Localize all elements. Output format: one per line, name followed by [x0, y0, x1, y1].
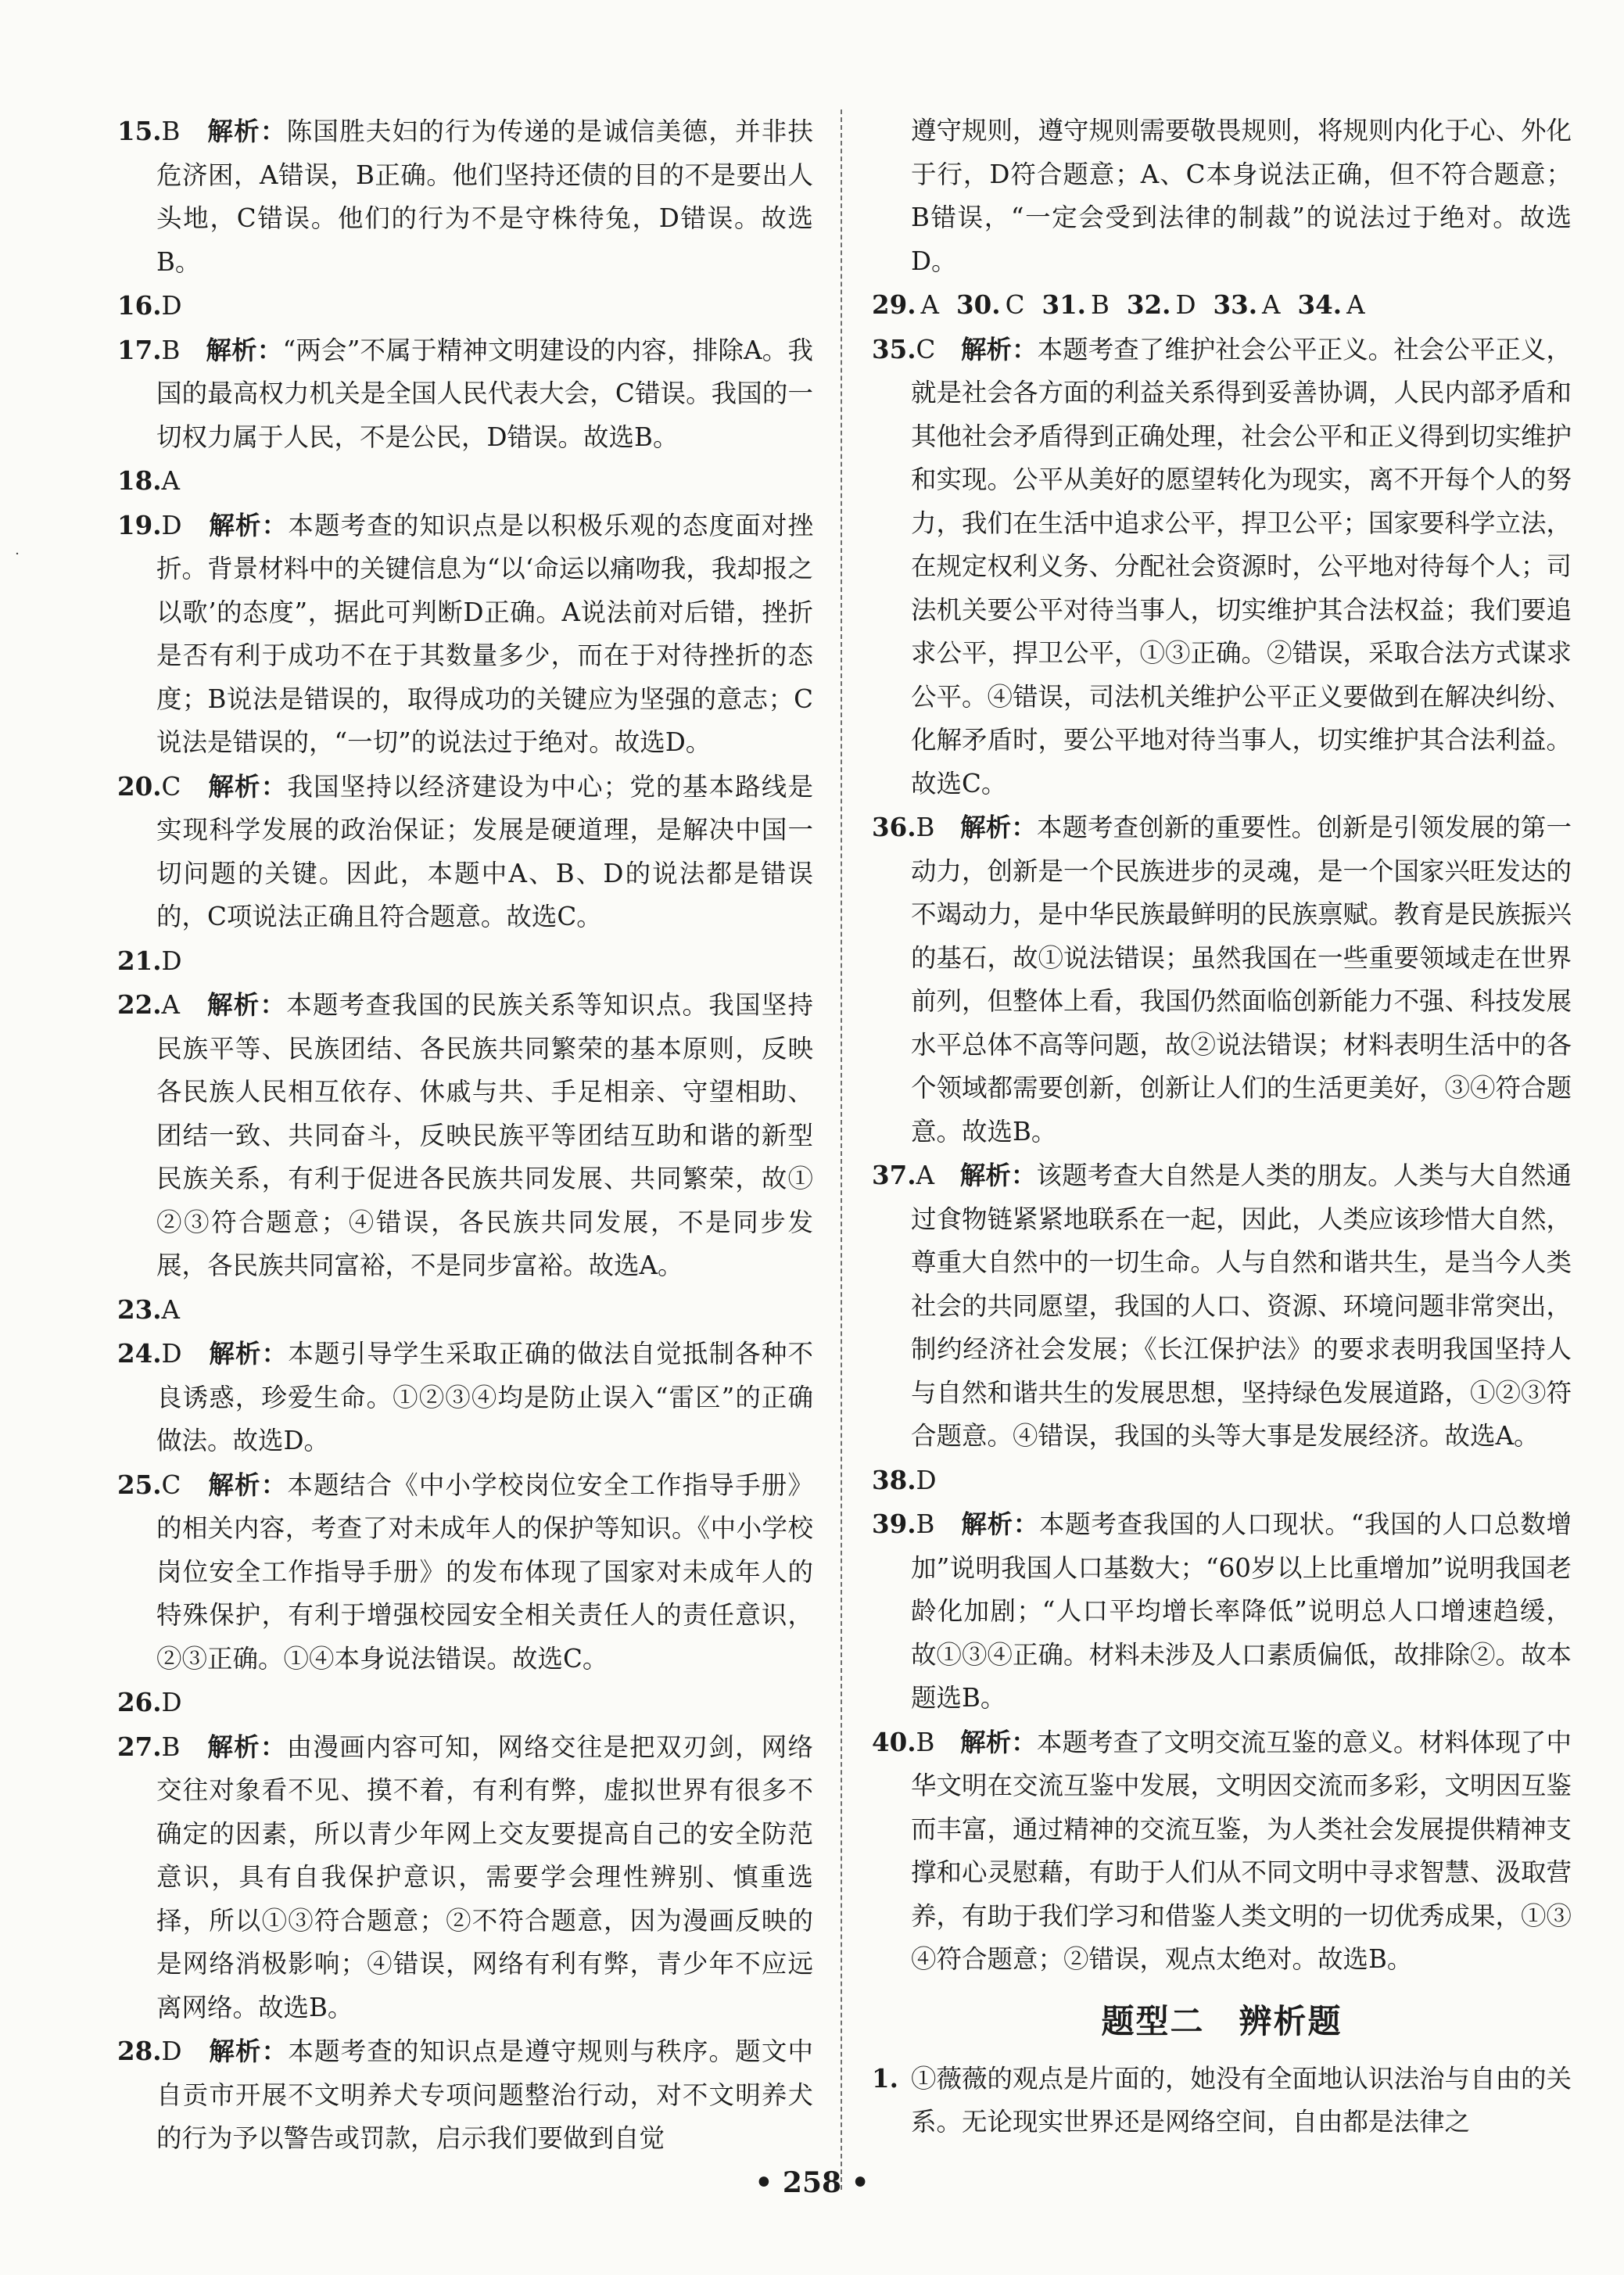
answer-letter: A — [161, 990, 181, 1020]
answer-letter: C — [161, 771, 181, 802]
column-divider — [841, 109, 842, 2190]
answer-letter: A — [1346, 290, 1365, 320]
answer-entry — [872, 1721, 1572, 1982]
answer-entry — [117, 109, 813, 284]
question-number: 16. — [117, 290, 162, 321]
answer-entry — [117, 983, 813, 1288]
question-number: 19. — [117, 509, 162, 540]
answer-letter: D — [161, 1688, 182, 1717]
answer-entry — [117, 328, 813, 460]
answer-letter: A — [920, 290, 940, 320]
short-answers-row — [872, 283, 1572, 328]
question-number: 35. — [872, 333, 916, 364]
analysis-text: 本题结合《中小学校岗位安全工作指导手册》的相关内容，考查了对未成年人的保护等知识。《中小学校岗位安全工作指导手册》的发布体现了国家对未成年人的特殊保护，有利于增强校园安全相关责任人的责任意识，②③正确。①④本身说法错误。故选C。 — [156, 1469, 813, 1674]
answer-letter: A — [161, 1294, 181, 1325]
question-number: 29. — [872, 289, 916, 320]
question-number: 26. — [117, 1687, 162, 1717]
question-number: 21. — [117, 945, 162, 976]
question-number: 24. — [117, 1338, 162, 1369]
bianxi-entries — [872, 2057, 1572, 2144]
answer-entry — [872, 328, 1572, 806]
analysis-text: 本题考查了文明交流互鉴的意义。材料体现了中华文明在交流互鉴中发展，文明因交流而多彩，文明因互鉴而丰富，通过精神的交流互鉴，为人类社会发展提供精神支撑和心灵慰藉，有助于人们从不同文明中寻求智慧、汲取营养，有助于我们学习和借鉴人类文明的一切优秀成果，①③④符合题意；②错误，观点太绝对。故选B。 — [911, 1727, 1572, 1974]
analysis-text: 我国坚持以经济建设为中心；党的基本路线是实现科学发展的政治保证；发展是硬道理，是解决中国一切问题的关键。因此，本题中A、B、D的说法都是错误的，C项说法正确且符合题意。故选C。 — [156, 771, 813, 931]
analysis-text: 陈国胜夫妇的行为传递的是诚信美德，并非扶危济困，A错误，B正确。他们坚持还债的目的不是要出人头地，C错误。他们的行为不是守株待兔，D错误。故选B。 — [156, 117, 813, 277]
question-number: 1. — [872, 2062, 898, 2094]
answer-entry — [117, 1681, 813, 1725]
bianxi-text: ①薇薇的观点是片面的，她没有全面地认识法治与自由的关系。无论现实世界还是网络空间，自由都是法律之 — [911, 2063, 1572, 2137]
question-number: 17. — [117, 334, 162, 365]
answer-letter: C — [1005, 290, 1025, 320]
answer-entry — [117, 1463, 813, 1681]
answer-entry — [117, 2029, 813, 2161]
analysis-text: 本题考查的知识点是遵守规则与秩序。题文中自贡市开展不文明养犬专项问题整治行动，对不文明养犬的行为予以警告或罚款，启示我们要做到自觉 — [156, 2036, 813, 2153]
analysis-label: 解析： — [959, 1160, 1037, 1190]
question-number: 23. — [117, 1294, 162, 1325]
analysis-label: 解析： — [208, 1469, 288, 1500]
analysis-label: 解析： — [207, 116, 287, 146]
answer-letter: D — [161, 1339, 182, 1369]
answer-letter: D — [1175, 290, 1196, 320]
answer-letter: A — [916, 1161, 935, 1190]
analysis-text: 由漫画内容可知，网络交往是把双刃剑，网络交往对象看不见、摸不着，有利有弊，虚拟世界有很多不确定的因素，所以青少年网上交友要提高自己的安全防范意识，具有自我保护意识，需要学会理性辨别、慎重选择，所以①③符合题意；②不符合题意，因为漫画反映的是网络消极影响；④错误，网络有利有弊，青少年不应远离网络。故选B。 — [156, 1731, 813, 2022]
analysis-label: 解析： — [206, 334, 283, 365]
analysis-label: 解析： — [961, 1509, 1040, 1539]
bianxi-entry — [872, 2057, 1572, 2144]
analysis-label: 解析： — [209, 1338, 289, 1369]
answer-letter: B — [161, 117, 181, 146]
question-number: 15. — [117, 116, 162, 146]
answer-letter: B — [1091, 290, 1110, 320]
right-entries — [872, 328, 1572, 1982]
answer-letter: B — [916, 813, 935, 842]
left-column — [117, 109, 813, 2161]
answer-letter: B — [161, 1731, 181, 1762]
question-number: 28. — [117, 2036, 162, 2066]
analysis-text: 该题考查大自然是人类的朋友。人类与大自然通过食物链紧紧地联系在一起，因此，人类应该珍惜大自然，尊重大自然中的一切生命。人与自然和谐共生，是当今人类社会的共同愿望，我国的人口、资源、环境问题非常突出，制约经济社会发展；《长江保护法》的要求表明我国坚持人与自然和谐共生的发展思想，坚持绿色发展道路，①②③符合题意。④错误，我国的头等大事是发展经济。故选A。 — [911, 1161, 1572, 1451]
question-number: 27. — [117, 1731, 162, 1762]
question-number: 38. — [872, 1464, 916, 1495]
answer-letter: D — [161, 510, 182, 540]
question-number: 32. — [1126, 289, 1171, 320]
answer-letter: B — [916, 1509, 935, 1539]
short-answer — [872, 290, 939, 320]
answer-letter: D — [916, 1465, 937, 1495]
answer-letter: D — [161, 2036, 182, 2066]
short-answer — [1127, 290, 1196, 320]
answer-entry — [872, 1154, 1572, 1459]
analysis-label: 解析： — [208, 770, 288, 802]
question-number: 34. — [1297, 289, 1343, 320]
answer-letter: B — [916, 1727, 935, 1757]
answer-entry — [117, 504, 813, 765]
analysis-text: 本题考查了维护社会公平正义。社会公平正义，就是社会各方面的利益关系得到妥善协调，人民内部矛盾和其他社会矛盾得到正确处理，社会公平和正义得到切实维护和实现。公平从美好的愿望转化为现实，离不开每个人的努力，我们在生活中追求公平，捍卫公平；国家要科学立法，在规定权利义务、分配社会资源时，公平地对待每个人；司法机关要公平对待当事人，切实维护其合法权益；我们要追求公平，捍卫公平，①③正确。②错误，采取合法方式谋求公平。④错误，司法机关维护公平正义要做到在解决纠纷、化解矛盾时，要公平地对待当事人，切实维护其合法利益。故选C。 — [911, 334, 1572, 798]
question-number: 40. — [872, 1726, 916, 1757]
answer-entry — [872, 806, 1572, 1154]
short-answer — [1214, 290, 1281, 320]
answer-letter: A — [161, 466, 181, 496]
short-answer — [1041, 290, 1109, 320]
answer-entry — [117, 1725, 813, 2030]
question-number: 37. — [872, 1160, 916, 1190]
question-number: 20. — [117, 770, 162, 802]
answer-entry — [872, 1459, 1572, 1503]
analysis-text: “两会”不属于精神文明建设的内容，排除A。我国的最高权力机关是全国人民代表大会，C错误。我国的一切权力属于人民，不是公民，D错误。故选B。 — [156, 335, 813, 452]
answer-entry — [117, 284, 813, 328]
question-number: 22. — [117, 989, 162, 1020]
question-number: 25. — [117, 1469, 162, 1500]
short-answer — [956, 290, 1024, 320]
question-number: 30. — [956, 289, 1001, 320]
answer-letter: D — [161, 946, 182, 976]
analysis-text: 本题考查我国的民族关系等知识点。我国坚持民族平等、民族团结、各民族共同繁荣的基本原则，反映各民族人民相互依存、休戚与共、手足相亲、守望相助、团结一致、共同奋斗，反映民族平等团结互助和谐的新型民族关系，有利于促进各民族共同发展、共同繁荣，故①②③符合题意；④错误，各民族共同发展，不是同步发展，各民族共同富裕，不是同步富裕。故选A。 — [156, 990, 813, 1280]
continued-explanation: 遵守规则，遵守规则需要敬畏规则，将规则内化于心、外化于行，D符合题意；A、C本身说法正确，但不符合题意；B错误，“一定会受到法律的制裁”的说法过于绝对。故选D。 — [911, 116, 1572, 276]
section-title: 题型二 辨析题 — [1101, 2001, 1343, 2040]
short-answer — [1298, 290, 1365, 320]
answer-letter: C — [161, 1469, 181, 1500]
right-column — [872, 109, 1572, 2144]
answer-letter: D — [161, 291, 182, 321]
analysis-label: 解析： — [207, 989, 287, 1020]
analysis-label: 解析： — [960, 1726, 1037, 1757]
answer-entry — [117, 765, 813, 939]
answer-entry — [117, 939, 813, 984]
analysis-label: 解析： — [961, 333, 1038, 364]
analysis-text: 本题引导学生采取正确的做法自觉抵制各种不良诱惑，珍爱生命。①②③④均是防止误入“雷区”的正确做法。故选D。 — [156, 1339, 813, 1455]
page-number: • 258 • — [755, 2166, 869, 2199]
question-number: 36. — [872, 812, 916, 842]
analysis-label: 解析： — [960, 812, 1037, 842]
analysis-text: 本题考查我国的人口现状。“我国的人口总数增加”说明我国人口基数大；“60岁以上比重增加”说明我国老龄化加剧；“人口平均增长率降低”说明总人口增速趋缓，故①③④正确。材料未涉及人口素质偏低，故排除②。故本题选B。 — [911, 1509, 1572, 1713]
answer-letter: C — [916, 334, 936, 364]
question-number: 18. — [117, 465, 162, 496]
answer-entry — [117, 459, 813, 504]
answer-entry — [117, 1288, 813, 1333]
answer-entry — [117, 1332, 813, 1463]
analysis-text: 本题考查的知识点是以积极乐观的态度面对挫折。背景材料中的关键信息为“以‘命运以痛吻我，我却报之以歌’的态度”，据此可判断D正确。A说法前对后错，挫折是否有利于成功不在于其数量多少，而在于对待挫折的态度；B说法是错误的，取得成功的关键应为坚强的意志；C说法是错误的，“一切”的说法过于绝对。故选D。 — [156, 510, 813, 757]
question-number: 31. — [1041, 289, 1086, 320]
question-number: 39. — [872, 1509, 916, 1539]
answer-letter: B — [161, 335, 181, 365]
analysis-label: 解析： — [207, 1731, 287, 1762]
answer-letter: A — [1262, 290, 1281, 320]
analysis-text: 本题考查创新的重要性。创新是引领发展的第一动力，创新是一个民族进步的灵魂，是一个国家兴旺发达的不竭动力，是中华民族最鲜明的民族禀赋。教育是民族振兴的基石，故①说法错误；虽然我国在一些重要领域走在世界前列，但整体上看，我国仍然面临创新能力不强、科技发展水平总体不高等问题，故②说法错误；材料表明生活中的各个领域都需要创新，创新让人们的生活更美好，③④符合题意。故选B。 — [911, 813, 1572, 1146]
analysis-label: 解析： — [209, 509, 289, 540]
question-number: 33. — [1213, 289, 1258, 320]
analysis-label: 解析： — [209, 2036, 289, 2066]
answer-entry — [872, 1502, 1572, 1721]
